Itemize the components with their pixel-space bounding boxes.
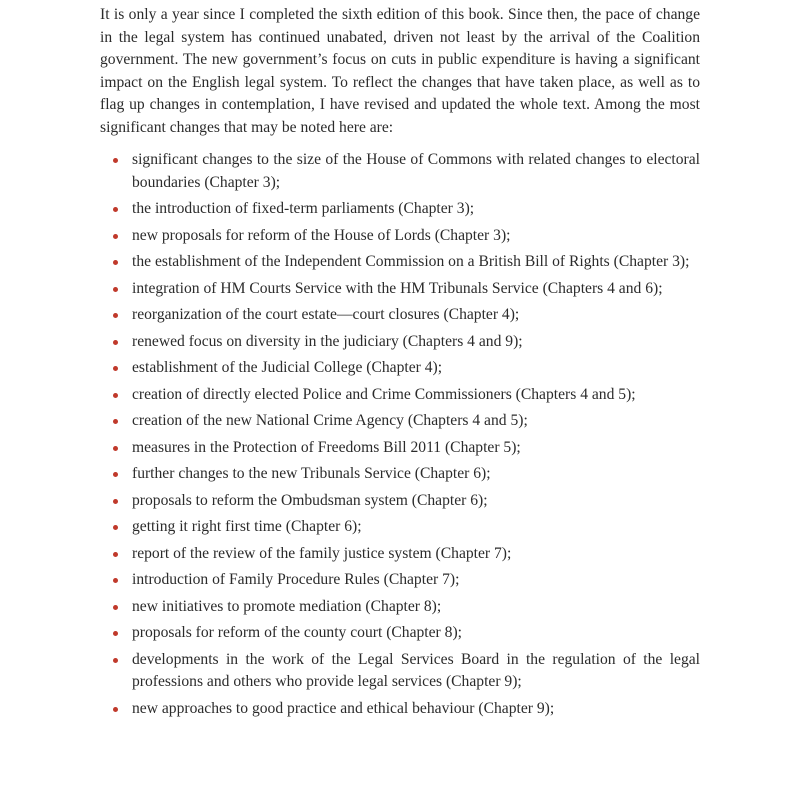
list-item-text: the establishment of the Independent Commission on a British Bill of Rights (Chapter 3); — [132, 253, 690, 270]
bullet-icon — [113, 393, 118, 398]
intro-paragraph: It is only a year since I completed the sixth edition of this book. Since then, the pace of change in the legal system has continued unabated, driven not least by the arrival of the Coalition government. The new government’s focus on cuts in public expenditure is having a significant impact on the English legal system. To reflect the changes that have taken place, as well as to flag up changes in contemplation, I have revised and updated the whole text. Among the most significant changes that may be noted here are: — [100, 6, 700, 136]
list-item — [100, 516, 700, 539]
bullet-icon — [113, 207, 118, 212]
bullet-icon — [113, 287, 118, 292]
list-item-text: integration of HM Courts Service with the HM Tribunals Service (Chapters 4 and 6); — [132, 279, 663, 297]
list-item-text: getting it right first time (Chapter 6); — [132, 518, 362, 535]
list-item-text: reorganization of the court estate—court closures (Chapter 4); — [132, 306, 520, 323]
list-item — [100, 490, 700, 513]
list-item — [100, 649, 700, 694]
bullet-icon — [113, 499, 118, 504]
bullet-icon — [113, 605, 118, 610]
list-item — [100, 251, 700, 274]
list-item — [100, 331, 700, 354]
bullet-icon — [113, 631, 118, 636]
bullet-icon — [113, 446, 118, 451]
bullet-icon — [113, 658, 118, 663]
bullet-icon — [113, 472, 118, 477]
list-item — [100, 463, 700, 486]
list-item — [100, 304, 700, 327]
bullet-icon — [113, 525, 118, 530]
bullet-icon — [113, 260, 118, 265]
list-item-text: introduction of Family Procedure Rules (Chapter 7); — [132, 571, 460, 588]
list-item-text: proposals for reform of the county court (Chapter 8); — [132, 624, 462, 641]
bullet-icon — [113, 707, 118, 712]
list-item — [100, 596, 700, 619]
bullet-icon — [113, 419, 118, 424]
document-page — [100, 4, 700, 724]
list-item-text: the introduction of fixed-term parliaments (Chapter 3); — [132, 200, 475, 217]
list-item — [100, 698, 700, 721]
list-item-text: further changes to the new Tribunals Service (Chapter 6); — [132, 465, 491, 482]
bullet-icon — [113, 158, 118, 163]
list-item — [100, 569, 700, 592]
bullet-icon — [113, 578, 118, 583]
list-item-text: new approaches to good practice and ethical behaviour (Chapter 9); — [132, 699, 555, 717]
list-item-text: new initiatives to promote mediation (Chapter 8); — [132, 597, 442, 615]
list-item — [100, 225, 700, 248]
changes-list — [100, 149, 700, 720]
list-item-text: proposals to reform the Ombudsman system (Chapter 6); — [132, 491, 488, 509]
bullet-icon — [113, 552, 118, 557]
list-item-text: renewed focus on diversity in the judiciary (Chapters 4 and 9); — [132, 332, 523, 350]
list-item — [100, 149, 700, 194]
list-item — [100, 198, 700, 221]
list-item — [100, 543, 700, 566]
list-item-text: report of the review of the family justice system (Chapter 7); — [132, 544, 512, 562]
list-item — [100, 357, 700, 380]
bullet-icon — [113, 313, 118, 318]
list-item-text: measures in the Protection of Freedoms Bill 2011 (Chapter 5); — [132, 438, 521, 456]
list-item — [100, 622, 700, 645]
list-item — [100, 410, 700, 433]
bullet-icon — [113, 234, 118, 239]
list-item-text: establishment of the Judicial College (Chapter 4); — [132, 359, 443, 376]
list-item-text: significant changes to the size of the House of Commons with related changes to electoral boundaries (Chapter 3); — [132, 151, 700, 191]
list-item-text: creation of directly elected Police and Crime Commissioners (Chapters 4 and 5); — [132, 385, 636, 403]
list-item — [100, 278, 700, 301]
list-item — [100, 384, 700, 407]
list-item-text: creation of the new National Crime Agency (Chapters 4 and 5); — [132, 412, 528, 429]
bullet-icon — [113, 366, 118, 371]
list-item-text: new proposals for reform of the House of Lords (Chapter 3); — [132, 226, 511, 244]
list-item — [100, 437, 700, 460]
list-item-text: developments in the work of the Legal Services Board in the regulation of the legal professions and others who provide legal services (Chapter 9); — [132, 650, 700, 690]
bullet-icon — [113, 340, 118, 345]
